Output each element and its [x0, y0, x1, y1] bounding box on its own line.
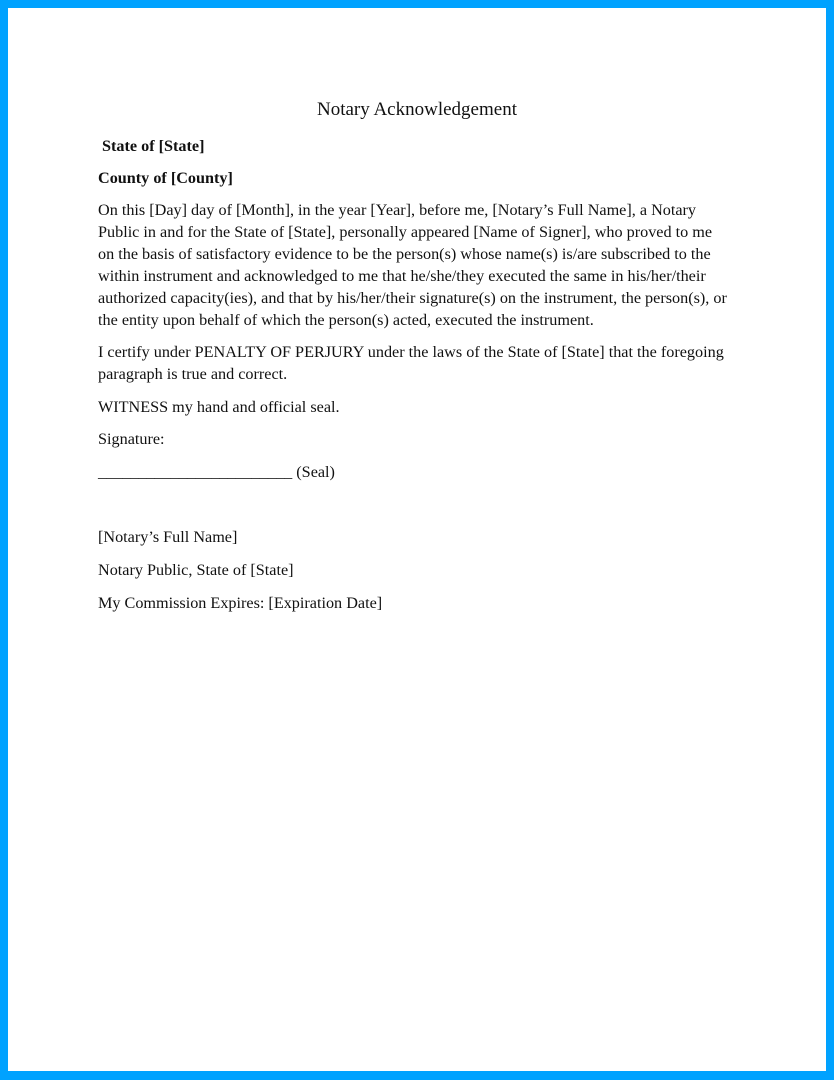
- perjury-paragraph: [98, 341, 758, 385]
- paragraph-line: authorized capacity(ies), and that by his/her/their signature(s) on the instrument, the person(s), or: [98, 289, 727, 307]
- document-title: Notary Acknowledgement: [317, 99, 517, 120]
- witness-line: WITNESS my hand and official seal.: [98, 398, 340, 416]
- commission-expires: My Commission Expires: [Expiration Date]: [98, 594, 383, 612]
- paragraph-line: Public in and for the State of [State], personally appeared [Name of Signer], who proved to me: [98, 223, 713, 241]
- county-line: County of [County]: [98, 169, 233, 187]
- paragraph-line: on the basis of satisfactory evidence to be the person(s) whose name(s) is/are subscribed to the: [98, 245, 711, 263]
- signature-line: ________________________ (Seal): [98, 463, 335, 481]
- paragraph-line: On this [Day] day of [Month], in the year [Year], before me, [Notary’s Full Name], a Notary: [98, 201, 697, 219]
- state-line: State of [State]: [102, 137, 205, 155]
- paragraph-line: the entity upon behalf of which the person(s) acted, executed the instrument.: [98, 311, 594, 329]
- paragraph-line: paragraph is true and correct.: [98, 365, 288, 383]
- notary-title: Notary Public, State of [State]: [98, 561, 294, 579]
- acknowledgement-paragraph: [98, 199, 758, 331]
- paragraph-line: I certify under PENALTY OF PERJURY under the laws of the State of [State] that the foregoing: [98, 343, 724, 361]
- paragraph-line: within instrument and acknowledged to me that he/she/they executed the same in his/her/their: [98, 267, 706, 285]
- notary-name: [Notary’s Full Name]: [98, 528, 238, 546]
- signature-label: Signature:: [98, 430, 165, 448]
- document-page: [8, 8, 826, 1071]
